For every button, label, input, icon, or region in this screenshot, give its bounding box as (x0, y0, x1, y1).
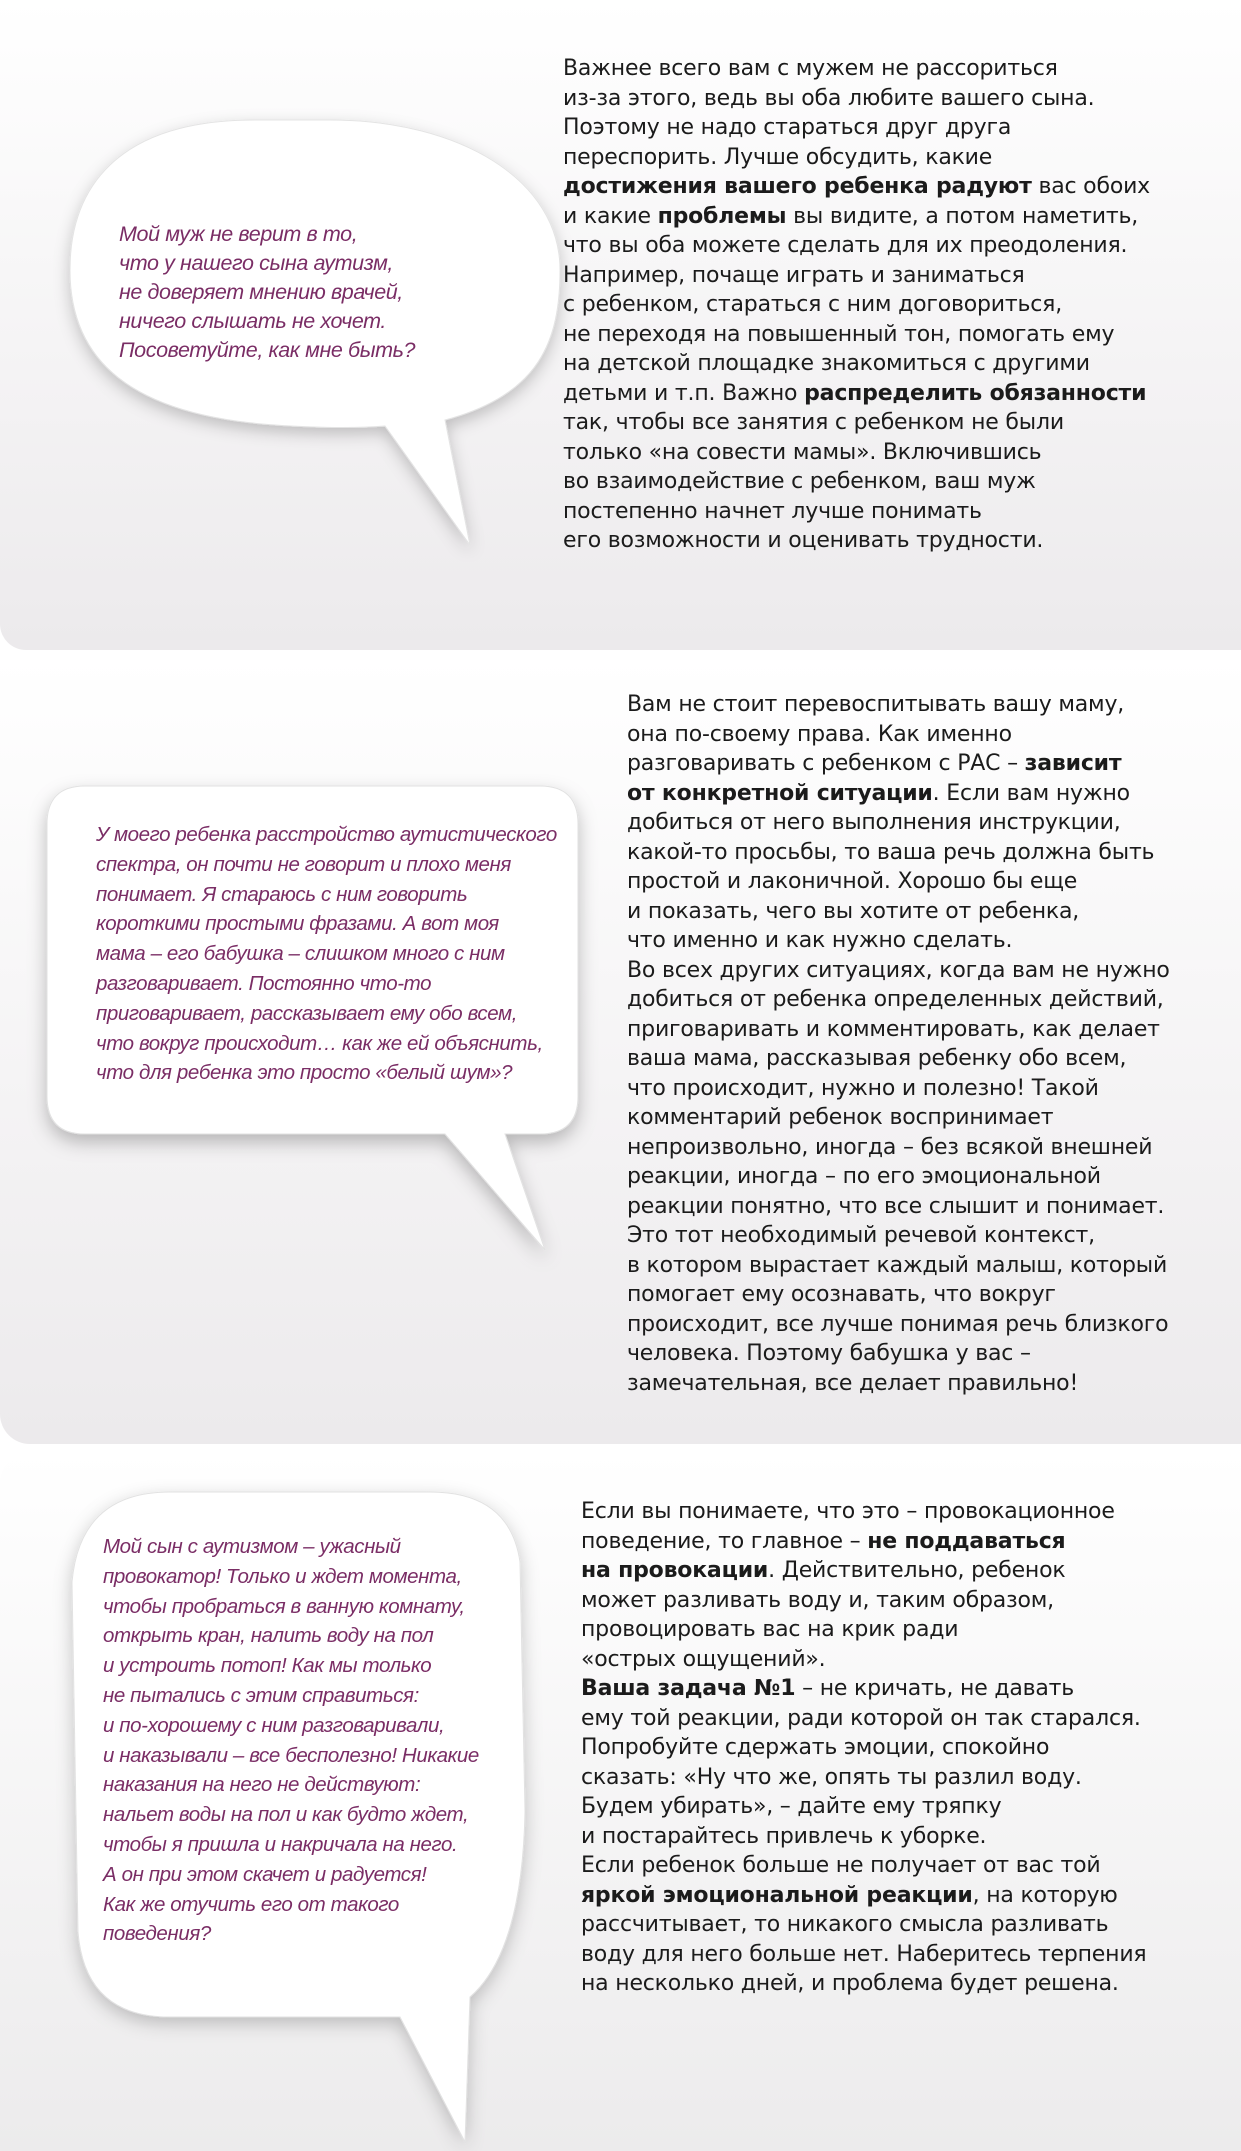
answer-2 (627, 690, 1170, 1398)
answer-text: вас обоих и какие (563, 174, 1150, 229)
answer-emphasis: Ваша задача №1 (581, 1676, 796, 1701)
answer-text: , на которую рассчитывает, то никакого смысла разливать воду для него больше нет. Наберитесь терпения на несколько дней, и проблема будет решена. (581, 1882, 1147, 1996)
answer-text: . Если вам нужно добиться от него выполнения инструкции, какой-то просьбы, то ваша речь должна быть простой и лаконичной. Хорошо бы еще и показать, чего вы хотите от ребенка, что именно и как нужно сделать. Во всех других ситуациях, когда вам не нужно добиться от ребенка определенных действий, приговаривать и комментировать, как делает ваша мама, рассказывая ребенку обо всем, что происходит, нужно и полезно! Такой комментарий ребенок воспринимает непроизвольно, иногда – без всякой внешней реакции, иногда – по его эмоциональной реакции понятно, что все слышит и понимает. Это тот необходимый речевой контекст, в котором вырастает каждый малыш, который помогает ему осознавать, что вокруг происходит, все лучше понимая речь близкого человека. Поэтому бабушка у вас – замечательная, все делает правильно! (627, 780, 1170, 1396)
answer-text: Вам не стоит перевоспитывать вашу маму, она по-своему права. Как именно разговаривать с ребенком с РАС – (627, 692, 1125, 776)
answer-text: вы видите, а потом наметить, что вы оба можете сделать для их преодоления. Например, почаще играть и заниматься с ребенком, стараться с ним договориться, не переходя на повышенный тон, помогать ему на детской площадке знакомиться с другими детьми и т.п. Важно (563, 203, 1139, 406)
answer-1 (563, 54, 1150, 556)
answer-emphasis: распределить обязанности (804, 380, 1147, 406)
answer-emphasis: зависит от конкретной ситуации (627, 751, 1122, 806)
answer-emphasis: яркой эмоциональной реакции (581, 1882, 973, 1908)
answer-text: Важнее всего вам с мужем не рассориться из-за этого, ведь вы оба любите вашего сына. Поэтому не надо стараться друг друга переспорить. Лучше обсудить, какие (563, 56, 1095, 170)
question-1: Мой муж не верит в то, что у нашего сына аутизм, не доверяет мнению врачей, ничего слышать не хочет. Посоветуйте, как мне быть? (119, 222, 416, 362)
qa-panel-3 (0, 1452, 1241, 2151)
qa-panel-2 (0, 658, 1241, 1444)
answer-3 (581, 1497, 1146, 1999)
qa-panel-1 (0, 0, 1241, 650)
answer-text: – не кричать, не давать ему той реакции, ради которой он так старался. Попробуйте сдержать эмоции, спокойно сказать: «Ну что же, опять ты разлил воду. Будем убирать», – дайте ему тряпку и постарайтесь привлечь к уборке. Если ребенок больше не получает от вас той (581, 1676, 1141, 1878)
answer-text: . Действительно, ребенок может разливать воду и, таким образом, провоцировать вас на крик ради «острых ощущений». (581, 1558, 1066, 1672)
question-3: Мой сын с аутизмом – ужасный провокатор! Только и ждет момента, чтобы пробраться в ванную комнату, открыть кран, налить воду на пол и устроить потоп! Как мы только не пытались с этим справиться: и по-хорошему с ним разговаривали, и наказывали – все бесполезно! Никакие наказания на него не действуют: нальет воды на пол и как будто ждет, чтобы я пришла и накричала на него. А он при этом скачет и радуется! Как же отучить его от такого поведения? (103, 1535, 479, 1946)
answer-emphasis: проблемы (657, 203, 787, 229)
answer-text: так, чтобы все занятия с ребенком не были только «на совести мамы». Включившись во взаимодействие с ребенком, ваш муж постепенно начнет лучше понимать его возможности и оценивать трудности. (563, 410, 1064, 553)
answer-emphasis: достижения вашего ребенка радуют (563, 174, 1032, 199)
answer-emphasis: не поддаваться на провокации (581, 1528, 1066, 1583)
question-2: У моего ребенка расстройство аутистического спектра, он почти не говорит и плохо меня понимает. Я стараюсь с ним говорить короткими простыми фразами. А вот моя мама – его бабушка – слишком много с ним разговаривает. Постоянно что-то приговаривает, рассказывает ему обо всем, что вокруг происходит… как же ей объяснить, что для ребенка это просто «белый шум»? (96, 823, 557, 1085)
answer-text: Если вы понимаете, что это – провокационное поведение, то главное – (581, 1499, 1115, 1554)
